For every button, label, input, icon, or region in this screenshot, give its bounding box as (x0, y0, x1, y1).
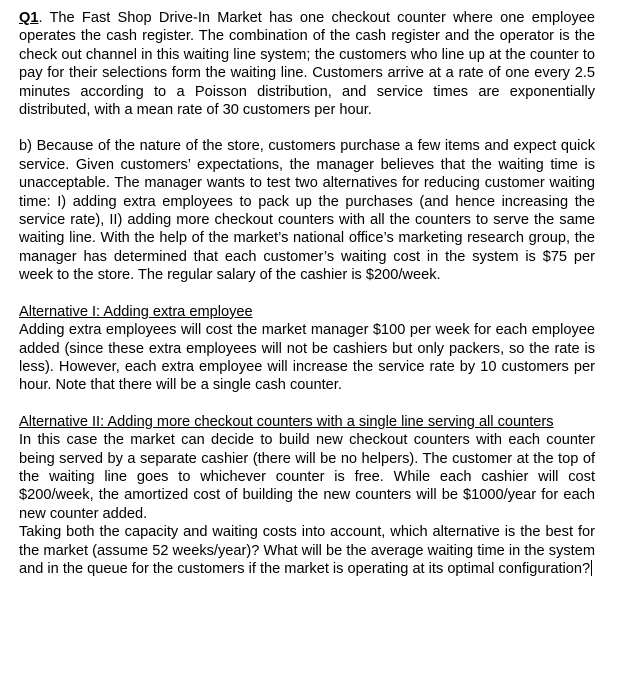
part-b-paragraph: b) Because of the nature of the store, customers purchase a few items and expect quick service. Given customers’ expectations, the manager believes that the waiting time is unacceptable. The manager wants to test two alternatives for reducing customer waiting time: I) adding extra employees to pack up the purchases (and hence increasing the service rate), II) adding more checkout counters with all the counters to serve the same waiting line. With the help of the market’s national office’s marketing research group, the manager has determined that each customer’s waiting cost in the system is $75 per week to the store. The regular salary of the cashier is $200/week. (19, 138, 595, 284)
final-question-text: Taking both the capacity and waiting costs into account, which alternative is the best for the market (assume 52 weeks/year)? What will be the average waiting time in the system and in the queue for the customers if the market is operating at its optimal configuration? (19, 524, 595, 577)
document-body (19, 9, 595, 578)
final-question (19, 523, 595, 578)
alternative-1-heading: Alternative I: Adding extra employee (19, 303, 253, 320)
paragraph-gap (19, 395, 595, 413)
question-paragraph (19, 9, 595, 119)
question-intro: . The Fast Shop Drive-In Market has one checkout counter where one employee operates the cash register. The combination of the cash register and the operator is the check out channel in this waiting line system; the customers who line up at the counter to pay for their selections form the waiting line. Customers arrive at a rate of one every 2.5 minutes according to a Poisson distribution, and service times are exponentially distributed, with a mean rate of 30 customers per hour. (19, 10, 595, 119)
paragraph-gap (19, 119, 595, 137)
alternative-1-text: Adding extra employees will cost the market manager $100 per week for each employee added (since these extra employees will not be cashiers but only packers, so the rate is less). However, each extra employee will increase the service rate by 10 customers per hour. Note that there will be a single cash counter. (19, 322, 595, 394)
alternative-2-heading: Alternative II: Adding more checkout counters with a single line serving all counters (19, 413, 554, 430)
paragraph-gap (19, 285, 595, 303)
alternative-2-text: In this case the market can decide to build new checkout counters with each counter being served by a separate cashier (there will be no helpers). The customer at the top of the waiting line goes to whichever counter is free. While each cashier will cost $200/week, the amortized cost of building the new counters will be $1000/year for each new counter added. (19, 432, 595, 522)
question-number: Q1 (19, 10, 39, 26)
text-cursor (591, 560, 592, 576)
